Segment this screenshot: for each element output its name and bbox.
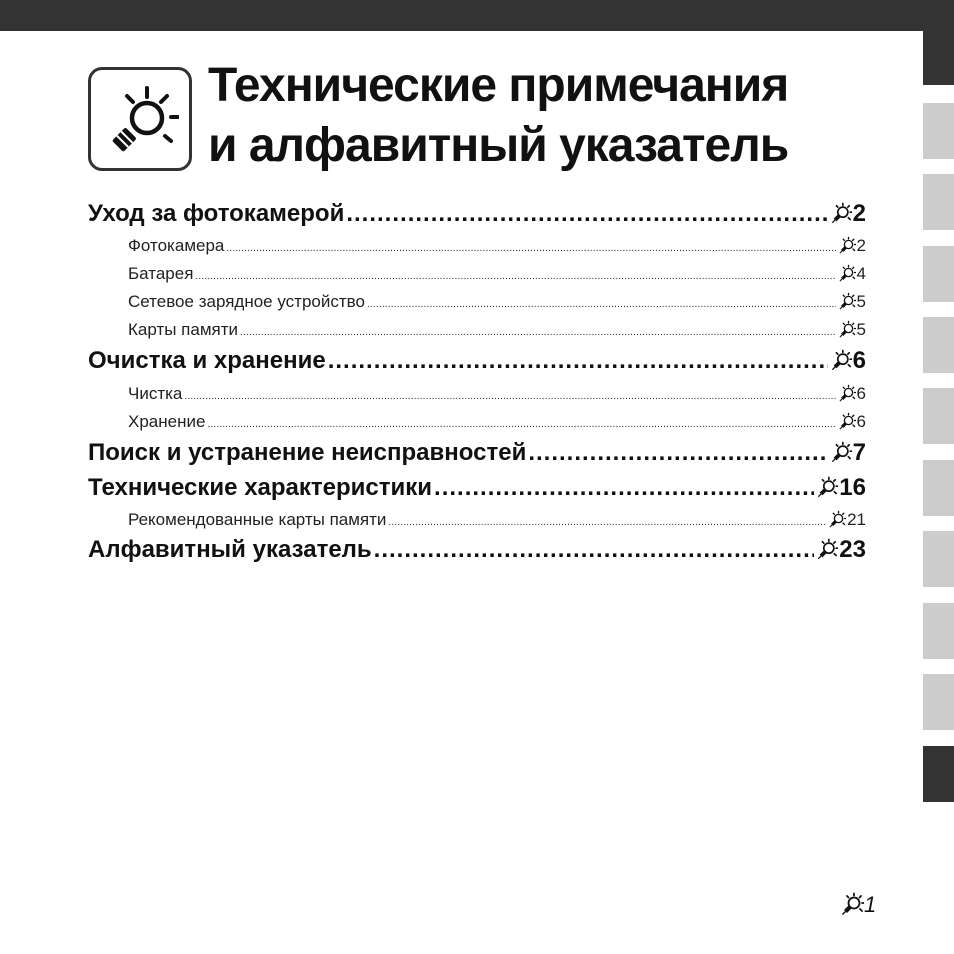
chapter-tabs	[923, 31, 954, 954]
toc-page-ref[interactable]	[816, 472, 866, 504]
bulb-icon	[830, 441, 852, 465]
toc-page-number: 5	[856, 320, 866, 339]
toc-entry[interactable]	[128, 410, 866, 434]
toc-page-ref[interactable]	[838, 290, 866, 314]
toc-leader	[240, 318, 836, 345]
section-logo	[88, 67, 192, 171]
toc-page-number: 23	[839, 536, 866, 563]
toc-page-number: 4	[856, 264, 866, 283]
bulb-icon	[838, 384, 856, 404]
toc-leader	[346, 198, 827, 230]
toc-entry[interactable]	[128, 262, 866, 286]
toc-page-number: 6	[856, 384, 866, 403]
toc-entry[interactable]	[88, 534, 866, 566]
toc-page-ref[interactable]	[838, 382, 866, 406]
bulb-icon	[838, 264, 856, 284]
toc-entry-label: Фотокамера	[128, 236, 225, 255]
chapter-tab[interactable]	[923, 246, 954, 302]
chapter-tab[interactable]	[923, 174, 954, 230]
bulb-icon	[830, 349, 852, 373]
toc-entry-label: Сетевое зарядное устройство	[128, 292, 365, 311]
chapter-tab-active[interactable]	[923, 746, 954, 802]
chapter-tab[interactable]	[923, 31, 954, 85]
page-title-line2: и алфавитный указатель	[208, 119, 789, 172]
toc-leader	[184, 382, 835, 409]
chapter-tab[interactable]	[923, 317, 954, 373]
toc-leader	[195, 262, 835, 289]
toc-entry-label: Рекомендованные карты памяти	[128, 510, 387, 529]
toc-entry-label: Батарея	[128, 264, 194, 283]
toc-leader	[374, 534, 815, 566]
bulb-icon	[816, 538, 838, 562]
toc-entry[interactable]	[128, 382, 866, 406]
toc-entry-label: Поиск и устранение неисправностей	[88, 439, 527, 466]
toc-entry[interactable]	[128, 318, 866, 342]
bulb-icon	[838, 236, 856, 256]
toc-page-number: 5	[856, 292, 866, 311]
toc-leader	[226, 234, 835, 261]
chapter-tab[interactable]	[923, 460, 954, 516]
toc-entry-label: Чистка	[128, 384, 183, 403]
bulb-icon	[830, 202, 852, 226]
toc-page-ref[interactable]	[830, 198, 866, 230]
toc-leader	[328, 345, 828, 377]
top-bar	[0, 0, 954, 31]
toc-entry-label: Алфавитный указатель	[88, 536, 372, 563]
toc-page-ref[interactable]	[838, 234, 866, 258]
toc-entry[interactable]	[128, 508, 866, 532]
chapter-tab[interactable]	[923, 388, 954, 444]
toc-entry-label: Хранение	[128, 412, 206, 431]
toc-page-number: 2	[852, 200, 866, 227]
toc-entry-label: Карты памяти	[128, 320, 239, 339]
toc-leader	[367, 290, 836, 317]
toc-entry[interactable]	[88, 345, 866, 377]
toc-entry-label: Очистка и хранение	[88, 347, 326, 374]
chapter-tab[interactable]	[923, 603, 954, 659]
toc-page-number: 7	[852, 439, 866, 466]
toc-page-number: 16	[839, 474, 866, 501]
page-title	[208, 56, 908, 176]
toc-page-number: 21	[847, 510, 866, 529]
toc-entry-label: Уход за фотокамерой	[88, 200, 345, 227]
page-number	[840, 892, 876, 918]
toc-page-number: 6	[856, 412, 866, 431]
toc-entry[interactable]	[128, 234, 866, 258]
page-title-line1: Технические примечания	[208, 59, 789, 112]
toc-page-ref[interactable]	[838, 410, 866, 434]
bulb-icon	[838, 412, 856, 432]
chapter-tab[interactable]	[923, 674, 954, 730]
toc-leader	[434, 472, 814, 504]
chapter-tab[interactable]	[923, 531, 954, 587]
toc-page-ref[interactable]	[830, 437, 866, 469]
bulb-icon	[107, 84, 179, 158]
bulb-icon	[838, 292, 856, 312]
toc-entry[interactable]	[128, 290, 866, 314]
toc-page-ref[interactable]	[838, 262, 866, 286]
chapter-tab[interactable]	[923, 103, 954, 159]
toc-page-number: 2	[856, 236, 866, 255]
toc-page-ref[interactable]	[838, 318, 866, 342]
toc-page-ref[interactable]	[830, 345, 866, 377]
toc-page-ref[interactable]	[816, 534, 866, 566]
toc-leader	[528, 437, 827, 469]
toc-page-ref[interactable]	[828, 508, 866, 532]
toc-leader	[388, 508, 826, 535]
bulb-icon	[828, 510, 846, 530]
toc-entry[interactable]	[88, 198, 866, 230]
toc-entry[interactable]	[88, 437, 866, 469]
bulb-icon	[840, 892, 864, 918]
bulb-icon	[838, 320, 856, 340]
page-number-value: 1	[864, 892, 877, 917]
toc-page-number: 6	[852, 347, 866, 374]
toc-entry[interactable]	[88, 472, 866, 504]
toc-entry-label: Технические характеристики	[88, 474, 433, 501]
bulb-icon	[816, 476, 838, 500]
toc-leader	[207, 410, 835, 437]
